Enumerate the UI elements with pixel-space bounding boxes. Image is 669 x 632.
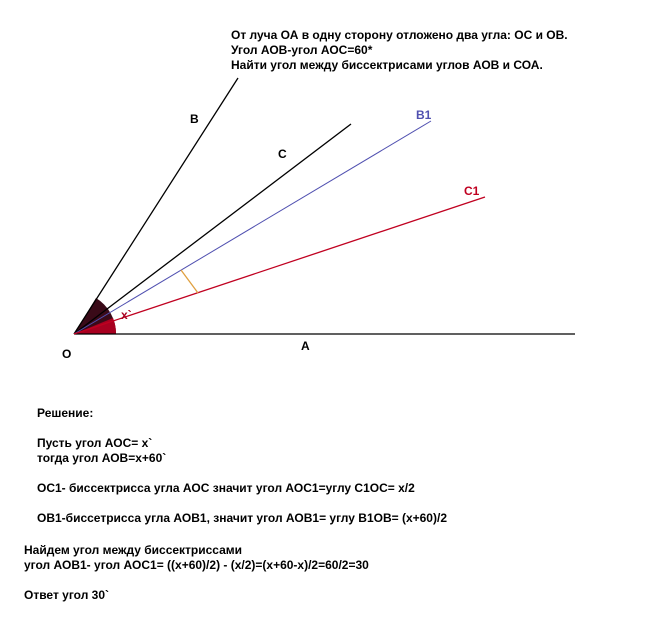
ray-oc <box>74 124 351 334</box>
perpendicular-mark <box>181 270 198 293</box>
problem-line-3: Найти угол между биссектрисами углов АОВ и СОА. <box>231 58 543 72</box>
ray-ob <box>74 78 238 334</box>
solution-heading: Решение: <box>37 406 94 420</box>
solution-line-4: ОВ1-биссетрисса угла АОВ1, значит угол АОВ1= углу В1ОВ= (х+60)/2 <box>37 511 447 525</box>
answer: Ответ угол 30` <box>24 588 110 602</box>
problem-line-1: От луча ОА в одну сторону отложено два угла: ОС и ОВ. <box>231 28 568 42</box>
solution-line-6: угол АОВ1- угол АОС1= ((х+60)/2) - (х/2)=(х+60-х)/2=60/2=30 <box>24 558 369 572</box>
ray-ob1 <box>74 121 431 334</box>
label-c: C <box>278 147 287 161</box>
label-b1: B1 <box>416 108 432 122</box>
solution-line-3: ОС1- биссектрисса угла АОС значит угол АОС1=углу С1ОС= х/2 <box>37 481 415 495</box>
label-o: O <box>62 347 72 361</box>
label-a: A <box>301 339 310 353</box>
label-b: B <box>190 112 199 126</box>
label-x: x` <box>121 308 132 322</box>
problem-line-2: Угол АОВ-угол АОС=60* <box>231 43 373 57</box>
solution-line-2: тогда угол АОВ=х+60` <box>37 451 167 465</box>
label-c1: C1 <box>464 184 480 198</box>
solution-line-5: Найдем угол между биссектриссами <box>24 543 243 557</box>
ray-oc1 <box>74 197 485 334</box>
solution-line-1: Пусть угол АОС= х` <box>37 436 153 450</box>
